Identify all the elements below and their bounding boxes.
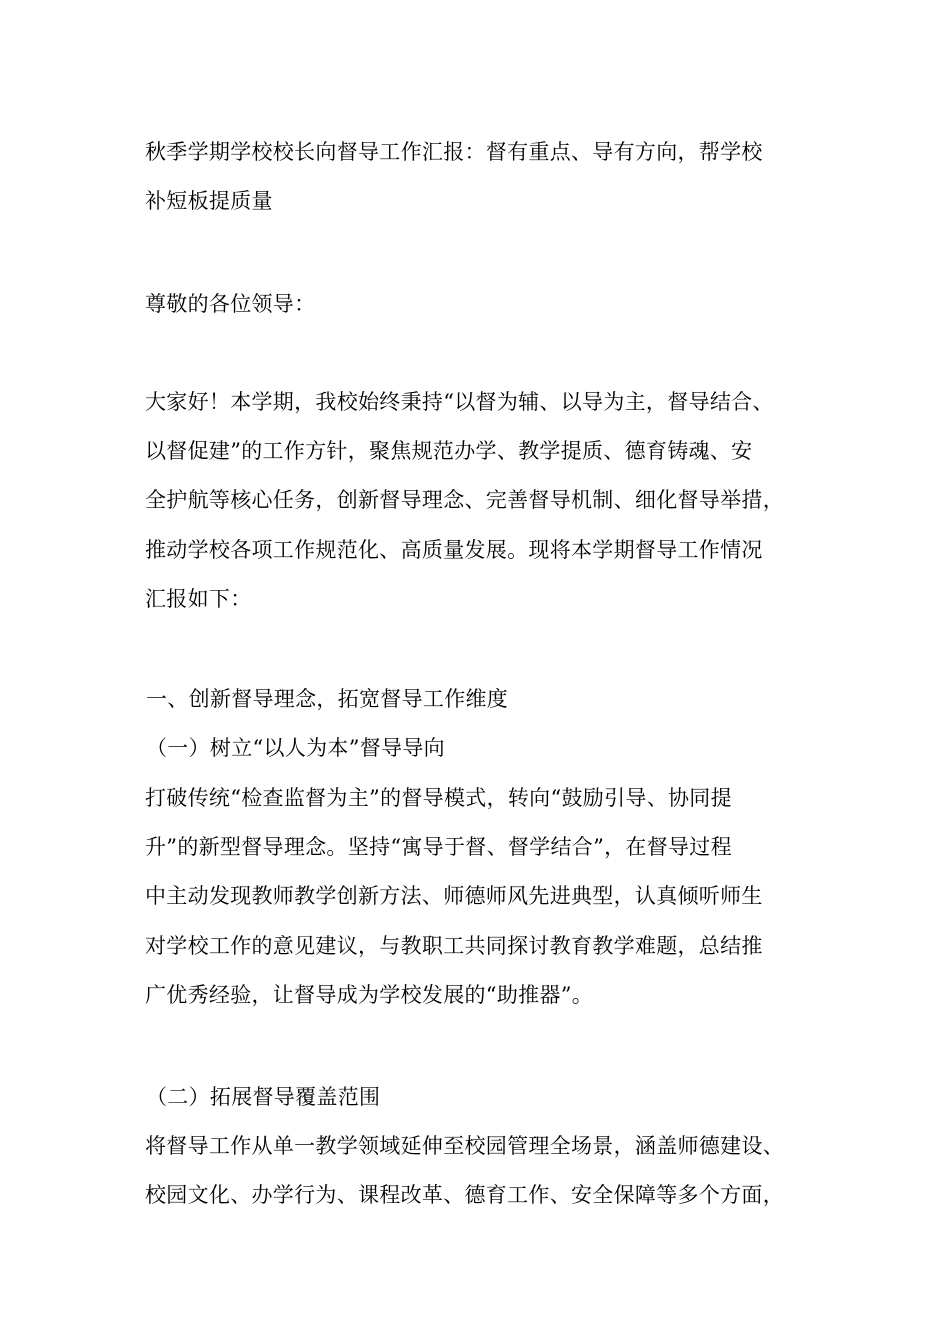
intro-line-3: 全护航等核心任务，创新督导理念、完善督导机制、细化督导举措， [145, 488, 784, 512]
intro-line-2: 以督促建”的工作方针，聚焦规范办学、教学提质、德育铸魂、安 [145, 439, 753, 463]
para2-line-2: 校园文化、办学行为、课程改革、德育工作、安全保障等多个方面， [145, 1183, 784, 1207]
subsection-heading-2: （二）拓展督导覆盖范围 [146, 1085, 381, 1109]
title-line-2: 补短板提质量 [145, 189, 273, 213]
para1-line-3: 中主动发现教师教学创新方法、师德师风先进典型，认真倾听师生 [145, 884, 763, 908]
para1-line-4: 对学校工作的意见建议，与教职工共同探讨教育教学难题，总结推 [145, 934, 763, 958]
intro-line-5: 汇报如下： [145, 587, 252, 611]
subsection-heading-1: （一）树立“以人为本”督导导向 [146, 736, 445, 760]
title-line-1: 秋季学期学校校长向督导工作汇报：督有重点、导有方向，帮学校 [145, 140, 763, 164]
section-heading-1: 一、创新督导理念，拓宽督导工作维度 [146, 687, 509, 711]
para1-line-1: 打破传统“检查监督为主”的督导模式，转向“鼓励引导、协同提 [145, 786, 732, 810]
para2-line-1: 将督导工作从单一教学领域延伸至校园管理全场景，涵盖师德建设、 [145, 1134, 784, 1158]
intro-line-4: 推动学校各项工作规范化、高质量发展。现将本学期督导工作情况 [145, 538, 763, 562]
intro-line-1: 大家好！本学期，我校始终秉持“以督为辅、以导为主，督导结合、 [145, 390, 774, 414]
para1-line-5: 广优秀经验，让督导成为学校发展的“助推器”。 [145, 983, 594, 1007]
salutation: 尊敬的各位领导： [145, 292, 316, 316]
para1-line-2: 升”的新型督导理念。坚持“寓导于督、督学结合”，在督导过程 [145, 835, 732, 859]
